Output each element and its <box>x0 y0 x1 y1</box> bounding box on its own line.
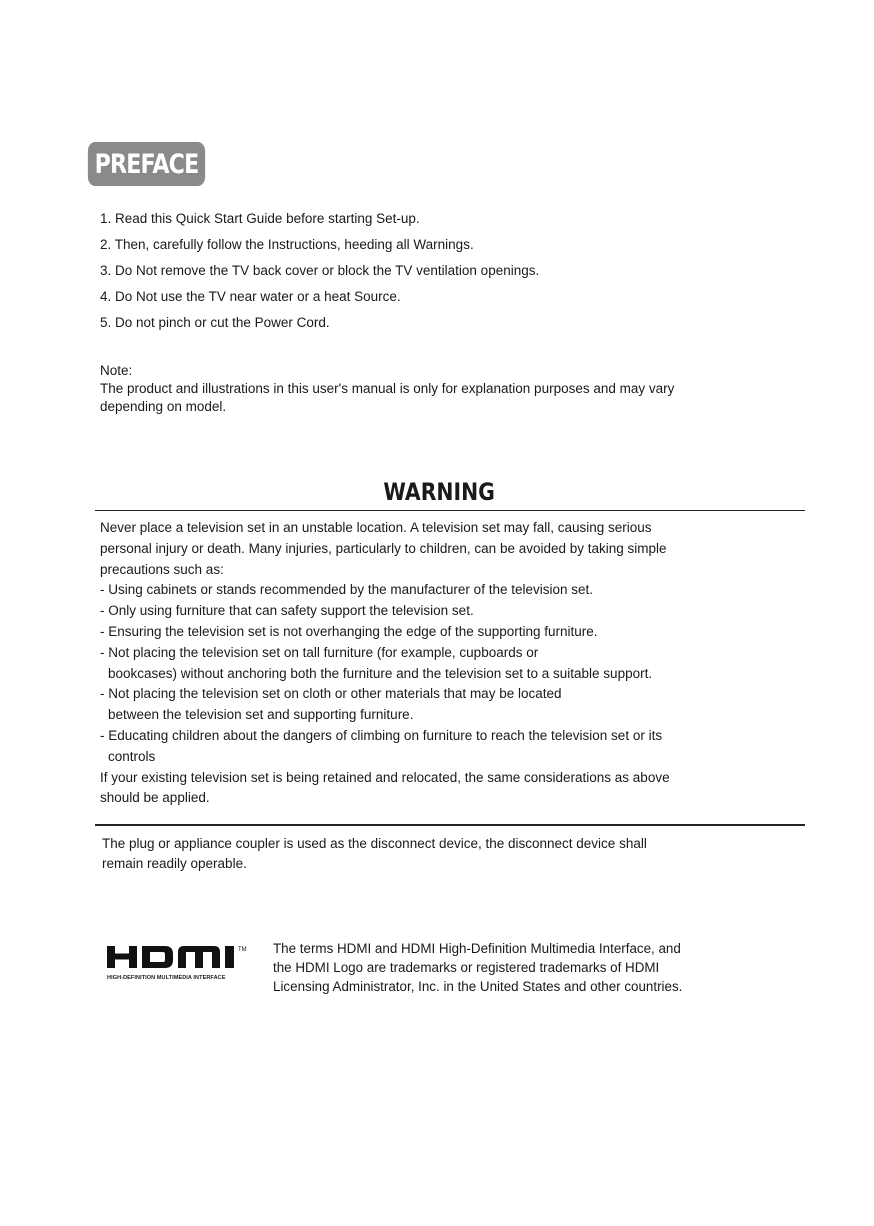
preface-step: 5. Do not pinch or cut the Power Cord. <box>100 315 330 330</box>
warning-line: bookcases) without anchoring both the furniture and the television set to a suitable support. <box>108 665 653 681</box>
hdmi-statement-line: the HDMI Logo are trademarks or registered trademarks of HDMI <box>273 960 660 975</box>
disconnect-device-notice <box>102 834 647 874</box>
plug-line: remain readily operable. <box>102 856 247 871</box>
preface-step: 4. Do Not use the TV near water or a heat Source. <box>100 289 401 304</box>
hdmi-trademark-statement <box>273 939 682 996</box>
warning-line: - Not placing the television set on tall furniture (for example, cupboards or <box>100 644 539 660</box>
note-label: Note: <box>100 363 133 378</box>
warning-body <box>100 518 670 809</box>
preface-step: 3. Do Not remove the TV back cover or block the TV ventilation openings. <box>100 263 540 278</box>
warning-line: between the television set and supporting furniture. <box>108 707 414 723</box>
warning-line: controls <box>108 748 156 764</box>
preface-note <box>100 362 674 416</box>
preface-step: 1. Read this Quick Start Guide before starting Set-up. <box>100 211 420 226</box>
warning-line: personal injury or death. Many injuries, particularly to children, can be avoided by taking simple <box>100 540 667 556</box>
hdmi-statement-line: Licensing Administrator, Inc. in the United States and other countries. <box>273 979 683 994</box>
warning-line: - Educating children about the dangers of climbing on furniture to reach the television set or its <box>100 727 663 743</box>
preface-steps <box>100 209 539 339</box>
warning-line: Never place a television set in an unstable location. A television set may fall, causing serious <box>100 520 652 535</box>
warning-title: WARNING <box>383 478 495 506</box>
hdmi-tagline: HIGH-DEFINITION MULTIMEDIA INTERFACE <box>107 975 226 981</box>
warning-line: - Ensuring the television set is not overhanging the edge of the supporting furniture. <box>100 623 598 639</box>
warning-bottom-divider <box>95 824 805 826</box>
note-line: depending on model. <box>100 399 227 414</box>
note-line: The product and illustrations in this user's manual is only for explanation purposes and may vary <box>100 381 675 396</box>
plug-line: The plug or appliance coupler is used as the disconnect device, the disconnect device shall <box>102 836 647 851</box>
trademark-mark: TM <box>238 947 247 953</box>
preface-step: 2. Then, carefully follow the Instructions, heeding all Warnings. <box>100 237 474 252</box>
warning-line: should be applied. <box>100 790 210 806</box>
warning-top-divider <box>95 510 805 511</box>
warning-line: - Only using furniture that can safety support the television set. <box>100 603 474 619</box>
hdmi-statement-line: The terms HDMI and HDMI High-Definition Multimedia Interface, and <box>273 941 681 956</box>
warning-line: precautions such as: <box>100 561 224 577</box>
warning-line: - Not placing the television set on cloth or other materials that may be located <box>100 686 562 702</box>
warning-line: If your existing television set is being retained and relocated, the same considerations as above <box>100 769 670 785</box>
preface-badge: PREFACE <box>88 142 205 186</box>
warning-line: - Using cabinets or stands recommended by the manufacturer of the television set. <box>100 582 594 598</box>
